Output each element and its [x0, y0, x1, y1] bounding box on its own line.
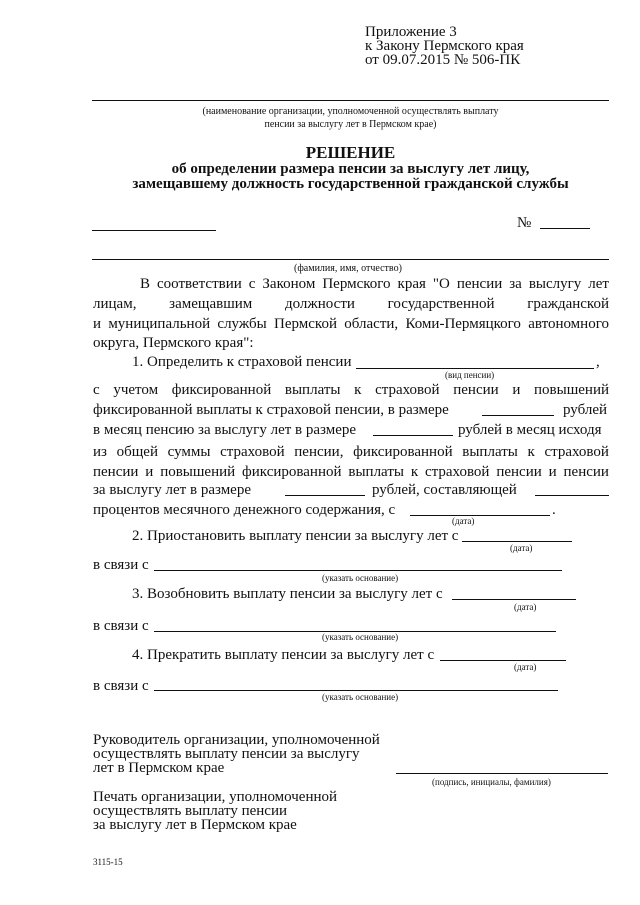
total-amount-line [285, 495, 365, 496]
fixed-payment-amount-line [482, 415, 554, 416]
full-name-caption: (фамилия, имя, отчество) [294, 263, 402, 274]
number-label: № [517, 215, 532, 231]
appendix-line-2: к Закону Пермского края [365, 38, 524, 54]
signature-text-1: Руководитель организации, уполномоченной [93, 732, 380, 748]
stamp-text-2: осуществлять выплату пенсии [93, 803, 288, 819]
item-2-date-line [462, 541, 572, 542]
item-3-reason-label: в связи с [93, 618, 149, 634]
item-1-label: 1. Определить к страховой пенсии [132, 354, 352, 370]
signature-text-3: лет в Пермском крае [93, 760, 225, 776]
item-3-date-line [452, 599, 576, 600]
item-4-reason-caption: (указать основание) [322, 692, 399, 702]
item-3-label: 3. Возобновить выплату пенсии за выслугу лет с [132, 586, 443, 602]
organization-caption-1: (наименование организации, уполномоченной осуществлять выплату [202, 106, 499, 117]
item-1-comma: , [596, 354, 600, 370]
pension-type-caption: (вид пенсии) [445, 370, 495, 380]
item-4-reason-label: в связи с [93, 678, 149, 694]
signature-text-2: осуществлять выплату пенсии за выслугу [93, 746, 360, 762]
full-name-line [92, 259, 609, 260]
item-3-reason-caption: (указать основание) [322, 632, 399, 642]
item-1-line-4b: рублей в месяц исходя [458, 422, 602, 438]
item-1-line-3b: рублей [563, 402, 608, 418]
item-1-line-8a: процентов месячного денежного содержания, с [93, 502, 396, 518]
item-3-date-caption: (дата) [514, 602, 537, 612]
appendix-line-1: Приложение 3 [365, 24, 457, 40]
item-4-reason-line [154, 690, 558, 691]
stamp-text-1: Печать организации, уполномоченной [93, 789, 338, 805]
intro-line-3: и муниципальной службы Пермской области, Коми-Пермяцкого автономного [93, 316, 609, 332]
item-4-label: 4. Прекратить выплату пенсии за выслугу лет с [132, 647, 435, 663]
service-pension-amount-line [373, 435, 453, 436]
item-1-date-caption: (дата) [452, 516, 475, 526]
footer-code: 3115-15 [93, 857, 123, 867]
item-4-date-caption: (дата) [514, 662, 537, 672]
percent-line [535, 495, 609, 496]
decision-number-line [540, 228, 590, 229]
document-subtitle-1: об определении размера пенсии за выслугу лет лицу, [171, 161, 530, 177]
document-title: РЕШЕНИЕ [305, 143, 396, 162]
organization-name-line [92, 100, 609, 101]
item-1-line-7b: рублей, составляющей [372, 482, 517, 498]
intro-line-4: округа, Пермского края": [93, 335, 254, 351]
item-1-line-3a: фиксированной выплаты к страховой пенсии, в размере [93, 402, 449, 418]
pension-type-line [356, 368, 594, 369]
item-1-line-4a: в месяц пенсию за выслугу лет в размере [93, 422, 357, 438]
signature-caption: (подпись, инициалы, фамилия) [432, 777, 551, 787]
item-2-reason-caption: (указать основание) [322, 573, 399, 583]
item-2-reason-label: в связи с [93, 557, 149, 573]
intro-line-2: лицам, замещавшим должности государственной гражданской [93, 296, 609, 312]
item-1-line-8b: . [552, 502, 556, 518]
item-1-line-5: из общей суммы страховой пенсии, фиксированной выплаты к страховой [93, 444, 609, 460]
item-1-line-7a: за выслугу лет в размере [93, 482, 251, 498]
signature-line [396, 773, 608, 774]
document-subtitle-2: замещавшему должность государственной гражданской службы [132, 176, 569, 192]
item-1-line-6: пенсии и повышений фиксированной выплаты к страховой пенсии и пенсии [93, 464, 609, 480]
item-2-reason-line [154, 570, 562, 571]
stamp-text-3: за выслугу лет в Пермском крае [93, 817, 297, 833]
item-1-line-2: с учетом фиксированной выплаты к страховой пенсии и повышений [93, 382, 609, 398]
item-2-label: 2. Приостановить выплату пенсии за выслугу лет с [132, 528, 459, 544]
item-2-date-caption: (дата) [510, 543, 533, 553]
decision-date-line [92, 230, 216, 231]
intro-line-1: В соответствии с Законом Пермского края "О пенсии за выслугу лет [140, 276, 609, 292]
item-1-date-line [410, 515, 550, 516]
appendix-line-3: от 09.07.2015 № 506-ПК [365, 52, 521, 68]
organization-caption-2: пенсии за выслугу лет в Пермском крае) [264, 119, 437, 130]
item-4-date-line [440, 660, 566, 661]
